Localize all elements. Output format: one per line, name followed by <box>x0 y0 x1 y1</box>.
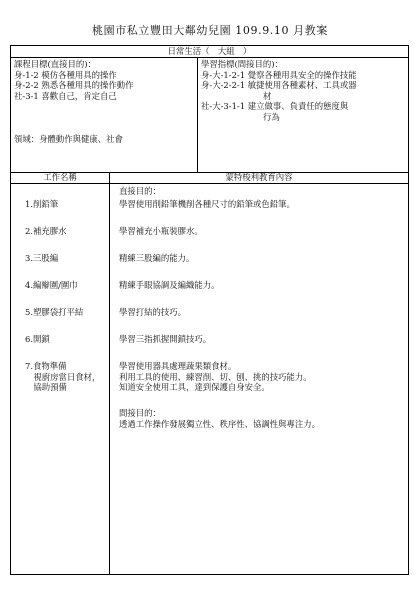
work-content-line: 學習使用器具處理蔬果類食材。 <box>119 361 237 371</box>
row-divider <box>11 57 408 58</box>
work-content-line: 利用工具的使用、練習削、切、刨、挑的技巧能力。 <box>119 371 312 382</box>
domain-label: 領域：身體動作與健康、社會 <box>14 134 123 144</box>
direct-goal-item: 身-1-2 模仿各種用具的操作 <box>14 69 117 80</box>
work-content: 精練手眼協調及編織能力。 <box>119 280 220 290</box>
work-name: 5.塑膠袋打平結 <box>25 307 84 317</box>
indirect-goal-item-continued: 行為 <box>263 111 280 122</box>
lesson-plan-table <box>10 45 409 575</box>
work-name: 2.補充膠水 <box>25 226 67 236</box>
work-content: 學習使用削鉛筆機削各種尺寸的鉛筆或色鉛筆。 <box>119 199 295 209</box>
work-name: 3.三股編 <box>25 253 59 263</box>
indirect-purpose <box>119 408 320 429</box>
row-divider <box>11 183 408 184</box>
indirect-purpose-content: 透過工作操作發展獨立性、秩序性、協調性與專注力。 <box>119 418 320 429</box>
work-name-column-header: 工作名稱 <box>43 172 77 182</box>
work-content-line: 知道安全使用工具，達到保護自身安全。 <box>119 382 270 392</box>
work-content: 精練三股編的能力。 <box>119 253 195 263</box>
direct-goals <box>14 59 133 101</box>
indirect-goals <box>201 59 357 122</box>
content-direct-heading: 直接目的： <box>119 186 161 196</box>
work-content-food-preparation <box>119 361 312 393</box>
indirect-goal-item: 社-大-3-1-1 建立做事、負責任的態度與 <box>201 101 349 111</box>
direct-goal-item: 身-2-2 熟悉各種用具的操作動作 <box>14 80 134 90</box>
column-divider <box>109 172 110 575</box>
indirect-goal-item: 身-大-1-2-1 覺察各種用具安全的操作技能 <box>201 69 357 80</box>
work-content: 學習三指抓握開鎖技巧。 <box>119 334 212 344</box>
montessori-content-column-header: 蒙特梭利教育內容 <box>225 172 293 182</box>
work-content: 學習補充小瓶裝膠水。 <box>119 226 203 236</box>
direct-goals-heading: 課程目標(直接目的)： <box>14 59 96 69</box>
work-name-food-preparation <box>25 361 100 393</box>
indirect-goals-heading: 學習指標(間接目的)： <box>201 59 283 69</box>
page-title: 桃園市私立豐田大鄰幼兒園 109.9.10 月教案 <box>92 24 328 37</box>
work-name: 4.編辮圍/圍巾 <box>25 280 78 290</box>
direct-goal-item: 社-3-1 喜歡自己，肯定自己 <box>14 90 117 101</box>
work-name-line: 視廚房當日食材， <box>25 371 101 382</box>
indirect-goal-item: 身-大-2-2-1 敏捷使用各種素材、工具或器 <box>201 80 357 90</box>
work-name-line: 7.食物準備 <box>25 361 67 371</box>
work-content: 學習打結的技巧。 <box>119 307 186 317</box>
daily-life-header: 日常生活（ 大組 ） <box>167 46 252 56</box>
work-name: 6.開鎖 <box>25 334 50 344</box>
column-divider <box>197 57 198 172</box>
work-name-line: 協助預備 <box>25 382 67 392</box>
indirect-purpose-heading: 間接目的： <box>119 408 161 418</box>
work-name: 1.削鉛筆 <box>25 199 59 209</box>
indirect-goal-item-continued: 材 <box>263 90 272 101</box>
